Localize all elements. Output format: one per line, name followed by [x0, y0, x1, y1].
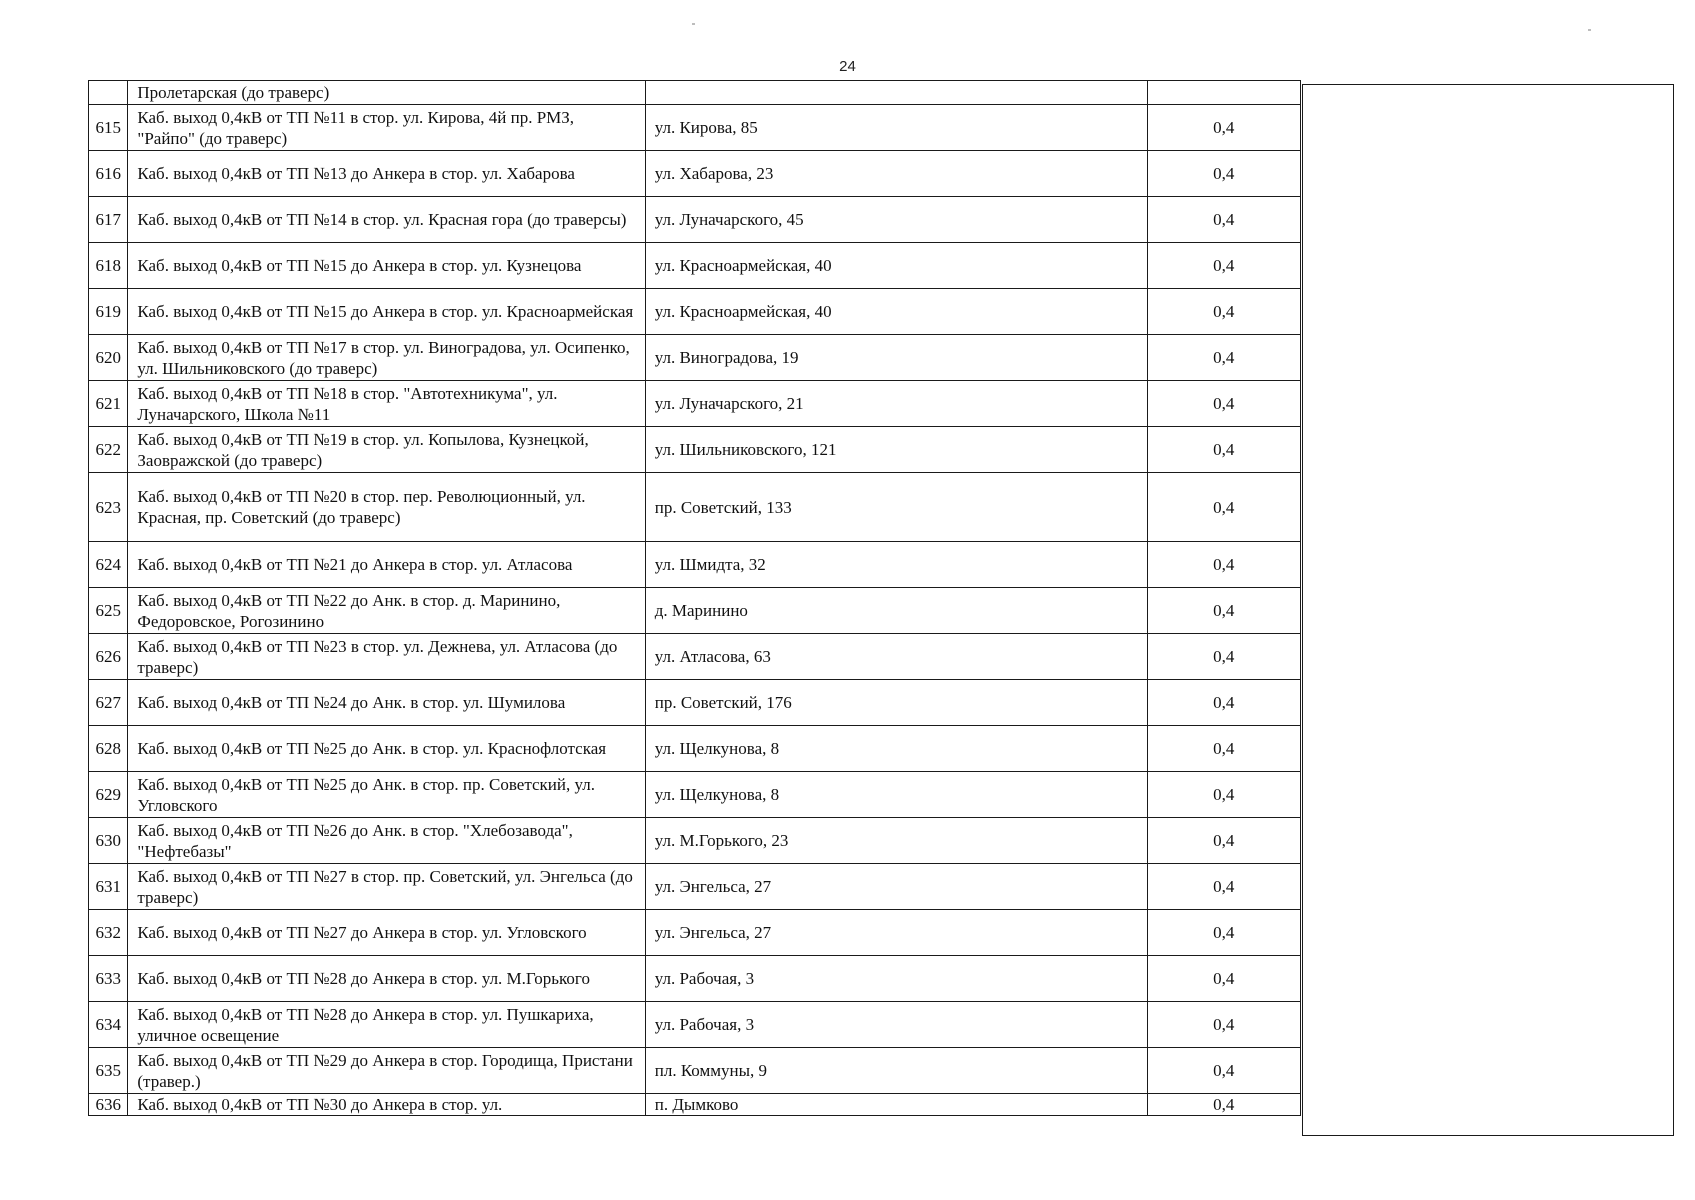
description-cell: Каб. выход 0,4кВ от ТП №27 в стор. пр. Советский, ул. Энгельса (до траверс): [128, 864, 645, 910]
voltage-cell: 0,4: [1147, 542, 1300, 588]
voltage-cell: 0,4: [1147, 381, 1300, 427]
description-cell: Каб. выход 0,4кВ от ТП №24 до Анк. в стор. ул. Шумилова: [128, 680, 645, 726]
address-cell: ул. Кирова, 85: [645, 105, 1147, 151]
voltage-cell: 0,4: [1147, 680, 1300, 726]
row-number-cell: 625: [89, 588, 128, 634]
row-number-cell: 622: [89, 427, 128, 473]
voltage-cell: 0,4: [1147, 634, 1300, 680]
description-cell: Каб. выход 0,4кВ от ТП №15 до Анкера в стор. ул. Кузнецова: [128, 243, 645, 289]
address-cell: ул. Атласова, 63: [645, 634, 1147, 680]
table-row: [89, 818, 1301, 864]
voltage-cell: 0,4: [1147, 726, 1300, 772]
voltage-cell: 0,4: [1147, 335, 1300, 381]
voltage-cell: 0,4: [1147, 473, 1300, 542]
description-cell: Каб. выход 0,4кВ от ТП №11 в стор. ул. Кирова, 4й пр. РМЗ, "Райпо" (до траверс): [128, 105, 645, 151]
scan-speck: [1588, 29, 1591, 31]
row-number-cell: 617: [89, 197, 128, 243]
description-cell: Каб. выход 0,4кВ от ТП №30 до Анкера в стор. ул.: [128, 1094, 645, 1116]
description-cell: Каб. выход 0,4кВ от ТП №14 в стор. ул. Красная гора (до траверсы): [128, 197, 645, 243]
table-row: [89, 542, 1301, 588]
voltage-cell: 0,4: [1147, 427, 1300, 473]
table-row: [89, 151, 1301, 197]
scan-speck: [692, 23, 695, 25]
address-cell: ул. Красноармейская, 40: [645, 243, 1147, 289]
voltage-cell: 0,4: [1147, 151, 1300, 197]
row-number-cell: 636: [89, 1094, 128, 1116]
address-cell: ул. Щелкунова, 8: [645, 772, 1147, 818]
address-cell: ул. Энгельса, 27: [645, 864, 1147, 910]
description-cell: Каб. выход 0,4кВ от ТП №26 до Анк. в стор. "Хлебозавода", "Нефтебазы": [128, 818, 645, 864]
address-cell: ул. Щелкунова, 8: [645, 726, 1147, 772]
voltage-cell: 0,4: [1147, 818, 1300, 864]
row-number-cell: 616: [89, 151, 128, 197]
row-number-cell: 621: [89, 381, 128, 427]
address-cell: ул. Энгельса, 27: [645, 910, 1147, 956]
table-row: [89, 634, 1301, 680]
description-cell: Каб. выход 0,4кВ от ТП №20 в стор. пер. Революционный, ул. Красная, пр. Советский (до траверс): [128, 473, 645, 542]
description-cell: Каб. выход 0,4кВ от ТП №23 в стор. ул. Дежнева, ул. Атласова (до траверс): [128, 634, 645, 680]
address-cell: ул. Красноармейская, 40: [645, 289, 1147, 335]
row-number-cell: 629: [89, 772, 128, 818]
row-number-cell: 634: [89, 1002, 128, 1048]
table-row: [89, 910, 1301, 956]
row-number-cell: 624: [89, 542, 128, 588]
row-number-cell: 630: [89, 818, 128, 864]
row-number-cell: [89, 81, 128, 105]
row-number-cell: 620: [89, 335, 128, 381]
address-cell: ул. Луначарского, 45: [645, 197, 1147, 243]
description-cell: Каб. выход 0,4кВ от ТП №13 до Анкера в стор. ул. Хабарова: [128, 151, 645, 197]
description-cell: Каб. выход 0,4кВ от ТП №25 до Анк. в стор. ул. Краснофлотская: [128, 726, 645, 772]
address-cell: ул. Луначарского, 21: [645, 381, 1147, 427]
row-number-cell: 632: [89, 910, 128, 956]
voltage-cell: [1147, 81, 1300, 105]
table-row: [89, 864, 1301, 910]
row-number-cell: 628: [89, 726, 128, 772]
description-cell: Каб. выход 0,4кВ от ТП №19 в стор. ул. Копылова, Кузнецкой, Заовражской (до траверс): [128, 427, 645, 473]
table-row: [89, 335, 1301, 381]
voltage-cell: 0,4: [1147, 1048, 1300, 1094]
table-row: [89, 105, 1301, 151]
table-row: [89, 1048, 1301, 1094]
table-row: [89, 726, 1301, 772]
row-number-cell: 627: [89, 680, 128, 726]
table-row: [89, 1094, 1301, 1116]
description-cell: Каб. выход 0,4кВ от ТП №27 до Анкера в стор. ул. Угловского: [128, 910, 645, 956]
address-cell: ул. Рабочая, 3: [645, 956, 1147, 1002]
row-number-cell: 615: [89, 105, 128, 151]
table-row: [89, 956, 1301, 1002]
table-row: [89, 588, 1301, 634]
description-cell: Каб. выход 0,4кВ от ТП №21 до Анкера в стор. ул. Атласова: [128, 542, 645, 588]
row-number-cell: 635: [89, 1048, 128, 1094]
table-body: [89, 81, 1301, 1116]
address-cell: ул. М.Горького, 23: [645, 818, 1147, 864]
address-cell: ул. Шильниковского, 121: [645, 427, 1147, 473]
address-cell: ул. Хабарова, 23: [645, 151, 1147, 197]
table-row: [89, 197, 1301, 243]
row-number-cell: 626: [89, 634, 128, 680]
address-cell: пл. Коммуны, 9: [645, 1048, 1147, 1094]
address-cell: ул. Шмидта, 32: [645, 542, 1147, 588]
voltage-cell: 0,4: [1147, 1002, 1300, 1048]
address-cell: пр. Советский, 133: [645, 473, 1147, 542]
description-cell: Каб. выход 0,4кВ от ТП №28 до Анкера в стор. ул. М.Горького: [128, 956, 645, 1002]
row-number-cell: 631: [89, 864, 128, 910]
table-row: [89, 1002, 1301, 1048]
description-cell: Каб. выход 0,4кВ от ТП №25 до Анк. в стор. пр. Советский, ул. Угловского: [128, 772, 645, 818]
table-row: [89, 381, 1301, 427]
voltage-cell: 0,4: [1147, 289, 1300, 335]
description-cell: Каб. выход 0,4кВ от ТП №17 в стор. ул. Виноградова, ул. Осипенко, ул. Шильниковского (до траверс): [128, 335, 645, 381]
table-row: [89, 772, 1301, 818]
description-cell: Каб. выход 0,4кВ от ТП №15 до Анкера в стор. ул. Красноармейская: [128, 289, 645, 335]
row-number-cell: 618: [89, 243, 128, 289]
voltage-cell: 0,4: [1147, 197, 1300, 243]
row-number-cell: 619: [89, 289, 128, 335]
voltage-cell: 0,4: [1147, 243, 1300, 289]
table-row: [89, 680, 1301, 726]
description-cell: Каб. выход 0,4кВ от ТП №18 в стор. "Автотехникума", ул. Луначарского, Школа №11: [128, 381, 645, 427]
side-panel-frame: [1302, 84, 1674, 1136]
address-cell: ул. Виноградова, 19: [645, 335, 1147, 381]
table-row: [89, 427, 1301, 473]
voltage-cell: 0,4: [1147, 910, 1300, 956]
voltage-cell: 0,4: [1147, 1094, 1300, 1116]
voltage-cell: 0,4: [1147, 772, 1300, 818]
table-row: [89, 289, 1301, 335]
table-row: [89, 81, 1301, 105]
table-row: [89, 243, 1301, 289]
address-cell: д. Маринино: [645, 588, 1147, 634]
voltage-cell: 0,4: [1147, 864, 1300, 910]
address-cell: п. Дымково: [645, 1094, 1147, 1116]
voltage-cell: 0,4: [1147, 588, 1300, 634]
address-cell: [645, 81, 1147, 105]
page-number: 24: [839, 58, 856, 75]
row-number-cell: 633: [89, 956, 128, 1002]
voltage-cell: 0,4: [1147, 105, 1300, 151]
table-row: [89, 473, 1301, 542]
address-cell: пр. Советский, 176: [645, 680, 1147, 726]
cable-outputs-table: [88, 80, 1301, 1116]
description-cell: Пролетарская (до траверс): [128, 81, 645, 105]
address-cell: ул. Рабочая, 3: [645, 1002, 1147, 1048]
row-number-cell: 623: [89, 473, 128, 542]
description-cell: Каб. выход 0,4кВ от ТП №28 до Анкера в стор. ул. Пушкариха, уличное освещение: [128, 1002, 645, 1048]
voltage-cell: 0,4: [1147, 956, 1300, 1002]
description-cell: Каб. выход 0,4кВ от ТП №29 до Анкера в стор. Городища, Пристани (травер.): [128, 1048, 645, 1094]
description-cell: Каб. выход 0,4кВ от ТП №22 до Анк. в стор. д. Маринино, Федоровское, Рогозинино: [128, 588, 645, 634]
